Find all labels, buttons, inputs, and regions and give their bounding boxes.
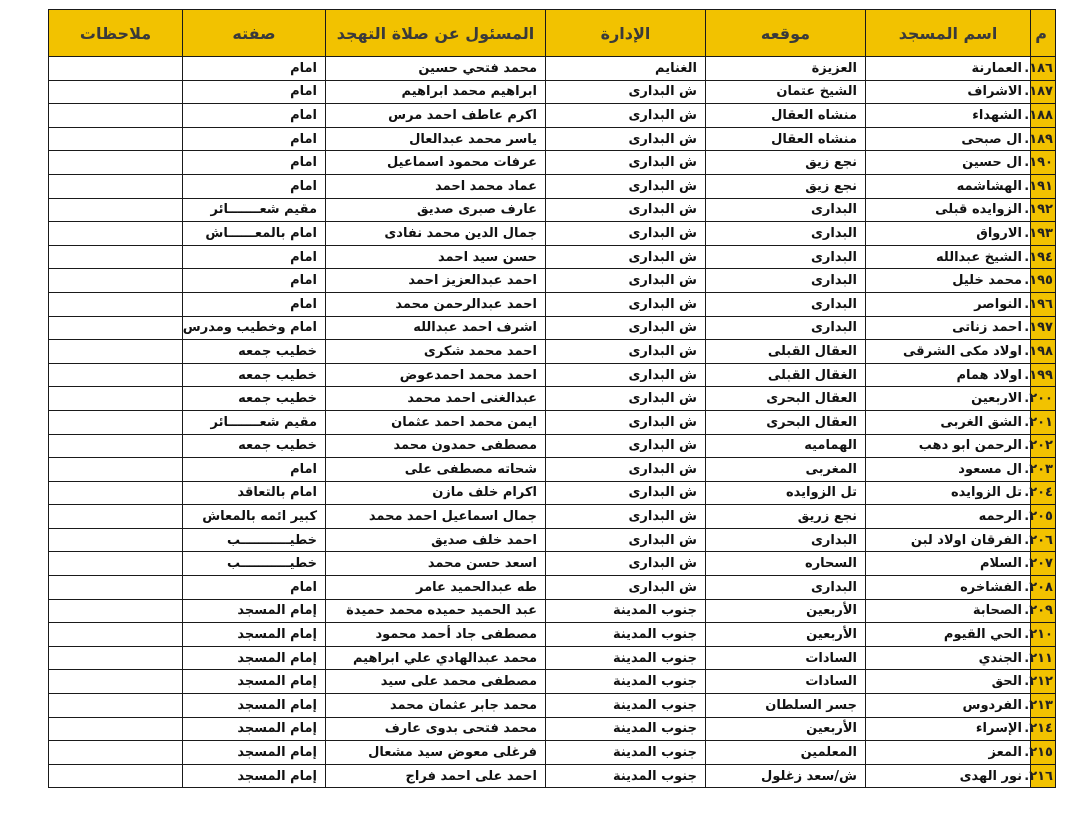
header-location: موقعه [706,10,866,57]
administration-cell: ش البدارى [546,80,706,104]
row-number: ١٩٨. [1031,340,1056,364]
responsible-cell: اسعد حسن محمد [326,552,546,576]
notes-cell [49,646,183,670]
responsible-cell: اشرف احمد عبدالله [326,316,546,340]
row-number: ٢٠٤. [1031,481,1056,505]
administration-cell: ش البدارى [546,245,706,269]
notes-cell [49,151,183,175]
responsible-cell: عماد محمد احمد [326,174,546,198]
notes-cell [49,458,183,482]
location-cell: الغقال القبلى [706,363,866,387]
location-cell: البدارى [706,292,866,316]
role-cell: خطيـــــــــــب [183,552,326,576]
table-row [49,340,1056,364]
mosque-name-cell: الفردوس [866,694,1031,718]
mosque-name-cell: النواصر [866,292,1031,316]
role-cell: امام [183,458,326,482]
role-cell: خطيـــــــــــب [183,528,326,552]
table-row [49,316,1056,340]
table-row [49,623,1056,647]
location-cell: السادات [706,646,866,670]
row-number: ٢٠٣. [1031,458,1056,482]
mosque-name-cell: السلام [866,552,1031,576]
location-cell: الشيخ عتمان [706,80,866,104]
location-cell: تل الزوايده [706,481,866,505]
table-row [49,764,1056,788]
row-number: ٢١٢. [1031,670,1056,694]
role-cell: إمام المسجد [183,646,326,670]
role-cell: إمام المسجد [183,623,326,647]
mosque-name-cell: تل الزوايده [866,481,1031,505]
row-number: ١٨٩. [1031,127,1056,151]
table-row [49,717,1056,741]
responsible-cell: احمد عبدالعزيز احمد [326,269,546,293]
mosque-name-cell: الحق [866,670,1031,694]
responsible-cell: احمد عبدالرحمن محمد [326,292,546,316]
mosque-name-cell: الفشاخره [866,576,1031,600]
row-number: ١٩٤. [1031,245,1056,269]
responsible-cell: عبدالغنى احمد محمد [326,387,546,411]
mosque-name-cell: الشيخ عبدالله [866,245,1031,269]
administration-cell: ش البدارى [546,410,706,434]
location-cell: البدارى [706,198,866,222]
location-cell: البدارى [706,316,866,340]
location-cell: المعلمين [706,741,866,765]
row-number: ٢١٣. [1031,694,1056,718]
responsible-cell: محمد فتحى بدوى عارف [326,717,546,741]
responsible-cell: احمد خلف صديق [326,528,546,552]
notes-cell [49,623,183,647]
role-cell: إمام المسجد [183,670,326,694]
role-cell: خطيب جمعه [183,363,326,387]
mosque-name-cell: ال حسين [866,151,1031,175]
administration-cell: جنوب المدينة [546,623,706,647]
administration-cell: ش البدارى [546,222,706,246]
responsible-cell: مصطفى محمد على سيد [326,670,546,694]
role-cell: إمام المسجد [183,599,326,623]
row-number: ٢٠٠. [1031,387,1056,411]
notes-cell [49,694,183,718]
table-row [49,552,1056,576]
location-cell: البدارى [706,269,866,293]
row-number: ٢١٥. [1031,741,1056,765]
responsible-cell: احمد على احمد فراج [326,764,546,788]
administration-cell: ش البدارى [546,505,706,529]
mosque-name-cell: الصحابة [866,599,1031,623]
mosque-name-cell: الجندي [866,646,1031,670]
location-cell: المغربى [706,458,866,482]
mosque-name-cell: ال مسعود [866,458,1031,482]
mosque-name-cell: الإسراء [866,717,1031,741]
mosque-name-cell: الفرقان اولاد لبن [866,528,1031,552]
notes-cell [49,269,183,293]
row-number: ١٩٠. [1031,151,1056,175]
role-cell: امام بالمعــــــاش [183,222,326,246]
row-number: ١٩٩. [1031,363,1056,387]
row-number: ١٩٥. [1031,269,1056,293]
row-number: ٢١٤. [1031,717,1056,741]
responsible-cell: اكرام خلف مازن [326,481,546,505]
location-cell: البدارى [706,222,866,246]
row-number: ٢٠٦. [1031,528,1056,552]
role-cell: كبير ائمه بالمعاش [183,505,326,529]
role-cell: امام بالتعاقد [183,481,326,505]
role-cell: إمام المسجد [183,741,326,765]
mosque-name-cell: الرحمن ابو دهب [866,434,1031,458]
administration-cell: جنوب المدينة [546,599,706,623]
role-cell: إمام المسجد [183,694,326,718]
row-number: ٢٠١. [1031,410,1056,434]
mosque-name-cell: احمد زناتى [866,316,1031,340]
notes-cell [49,599,183,623]
administration-cell: ش البدارى [546,127,706,151]
role-cell: امام [183,269,326,293]
table-row [49,670,1056,694]
administration-cell: ش البدارى [546,434,706,458]
table-row [49,80,1056,104]
table-row [49,292,1056,316]
role-cell: مقيم شعـــــــائر [183,198,326,222]
location-cell: نجع زريق [706,505,866,529]
notes-cell [49,174,183,198]
location-cell: الهماميه [706,434,866,458]
row-number: ٢٠٨. [1031,576,1056,600]
role-cell: امام [183,292,326,316]
role-cell: إمام المسجد [183,764,326,788]
table-row [49,576,1056,600]
header-administration: الإدارة [546,10,706,57]
role-cell: امام [183,576,326,600]
administration-cell: ش البدارى [546,151,706,175]
administration-cell: جنوب المدينة [546,741,706,765]
location-cell: الأربعين [706,717,866,741]
role-cell: امام [183,104,326,128]
row-number: ١٨٦. [1031,57,1056,81]
notes-cell [49,528,183,552]
row-number: ١٨٨. [1031,104,1056,128]
responsible-cell: جمال اسماعيل احمد محمد [326,505,546,529]
responsible-cell: عبد الحميد حميده محمد حميدة [326,599,546,623]
mosque-name-cell: الارواق [866,222,1031,246]
table-row [49,410,1056,434]
notes-cell [49,245,183,269]
responsible-cell: مصطفى حمدون محمد [326,434,546,458]
table-row [49,151,1056,175]
location-cell: منشاه العقال [706,104,866,128]
header-responsible: المسئول عن صلاة التهجد [326,10,546,57]
row-number: ٢٠٢. [1031,434,1056,458]
notes-cell [49,410,183,434]
mosque-name-cell: اولاد همام [866,363,1031,387]
administration-cell: الغنايم [546,57,706,81]
header-notes: ملاحظات [49,10,183,57]
location-cell: منشاه العقال [706,127,866,151]
mosque-table [48,9,1056,788]
mosque-name-cell: الحي القيوم [866,623,1031,647]
role-cell: امام [183,245,326,269]
notes-cell [49,57,183,81]
location-cell: الأربعين [706,599,866,623]
table-row [49,481,1056,505]
mosque-name-cell: الاربعين [866,387,1031,411]
responsible-cell: عارف صبرى صديق [326,198,546,222]
role-cell: امام وخطيب ومدرس [183,316,326,340]
row-number: ١٩٢. [1031,198,1056,222]
mosque-name-cell: اولاد مكى الشرقى [866,340,1031,364]
mosque-name-cell: المعز [866,741,1031,765]
mosque-name-cell: العمارنة [866,57,1031,81]
row-number: ٢٠٩. [1031,599,1056,623]
table-row [49,528,1056,552]
administration-cell: ش البدارى [546,269,706,293]
notes-cell [49,222,183,246]
mosque-table-sheet [49,9,1056,788]
notes-cell [49,316,183,340]
role-cell: امام [183,174,326,198]
location-cell: البدارى [706,576,866,600]
notes-cell [49,104,183,128]
notes-cell [49,741,183,765]
responsible-cell: مصطفى جاد أحمد محمود [326,623,546,647]
responsible-cell: محمد فتحي حسين [326,57,546,81]
mosque-name-cell: الاشراف [866,80,1031,104]
notes-cell [49,552,183,576]
notes-cell [49,292,183,316]
location-cell: جسر السلطان [706,694,866,718]
notes-cell [49,481,183,505]
row-number: ٢١٦. [1031,764,1056,788]
table-row [49,174,1056,198]
table-row [49,741,1056,765]
notes-cell [49,363,183,387]
table-row [49,387,1056,411]
header-role: صفته [183,10,326,57]
responsible-cell: شحاته مصطفى على [326,458,546,482]
notes-cell [49,198,183,222]
table-row [49,694,1056,718]
notes-cell [49,80,183,104]
row-number: ١٨٧. [1031,80,1056,104]
responsible-cell: احمد محمد احمدعوض [326,363,546,387]
role-cell: خطيب جمعه [183,387,326,411]
notes-cell [49,717,183,741]
location-cell: العقال البحرى [706,387,866,411]
table-header [49,10,1056,57]
role-cell: امام [183,151,326,175]
administration-cell: جنوب المدينة [546,764,706,788]
header-num: م [1031,10,1056,57]
mosque-name-cell: الشق الغربى [866,410,1031,434]
mosque-name-cell: ال صبحى [866,127,1031,151]
header-mosque-name: اسم المسجد [866,10,1031,57]
table-row [49,505,1056,529]
responsible-cell: ايمن محمد احمد عثمان [326,410,546,434]
role-cell: امام [183,57,326,81]
administration-cell: ش البدارى [546,576,706,600]
header-row [49,10,1056,57]
location-cell: السادات [706,670,866,694]
row-number: ٢١٠. [1031,623,1056,647]
administration-cell: ش البدارى [546,292,706,316]
table-row [49,599,1056,623]
responsible-cell: حسن سيد احمد [326,245,546,269]
mosque-name-cell: الزوايده قبلى [866,198,1031,222]
responsible-cell: محمد جابر عثمان محمد [326,694,546,718]
table-row [49,269,1056,293]
notes-cell [49,670,183,694]
table-row [49,57,1056,81]
mosque-name-cell: نور الهدى [866,764,1031,788]
row-number: ٢١١. [1031,646,1056,670]
mosque-name-cell: الرحمه [866,505,1031,529]
notes-cell [49,434,183,458]
responsible-cell: اكرم عاطف احمد مرس [326,104,546,128]
location-cell: الأربعين [706,623,866,647]
row-number: ٢٠٥. [1031,505,1056,529]
role-cell: امام [183,127,326,151]
location-cell: العزيزة [706,57,866,81]
row-number: ١٩٣. [1031,222,1056,246]
responsible-cell: عرفات محمود اسماعيل [326,151,546,175]
location-cell: نجع زيق [706,151,866,175]
location-cell: ش/سعد زغلول [706,764,866,788]
administration-cell: جنوب المدينة [546,717,706,741]
role-cell: إمام المسجد [183,717,326,741]
mosque-name-cell: الشهداء [866,104,1031,128]
administration-cell: ش البدارى [546,340,706,364]
administration-cell: ش البدارى [546,552,706,576]
administration-cell: ش البدارى [546,198,706,222]
responsible-cell: ياسر محمد عبدالعال [326,127,546,151]
responsible-cell: محمد عبدالهادي علي ابراهيم [326,646,546,670]
table-row [49,434,1056,458]
notes-cell [49,764,183,788]
administration-cell: ش البدارى [546,528,706,552]
notes-cell [49,576,183,600]
administration-cell: ش البدارى [546,174,706,198]
notes-cell [49,505,183,529]
table-row [49,222,1056,246]
administration-cell: جنوب المدينة [546,670,706,694]
responsible-cell: جمال الدين محمد نفادى [326,222,546,246]
table-row [49,127,1056,151]
mosque-name-cell: محمد خليل [866,269,1031,293]
role-cell: مقيم شعـــــــائر [183,410,326,434]
location-cell: العقال البحرى [706,410,866,434]
responsible-cell: فرغلى معوض سيد مشعال [326,741,546,765]
location-cell: البدارى [706,528,866,552]
location-cell: العقال القبلى [706,340,866,364]
location-cell: البدارى [706,245,866,269]
table-row [49,245,1056,269]
location-cell: نجع زيق [706,174,866,198]
administration-cell: ش البدارى [546,387,706,411]
responsible-cell: احمد محمد شكرى [326,340,546,364]
administration-cell: ش البدارى [546,363,706,387]
notes-cell [49,127,183,151]
row-number: ١٩٧. [1031,316,1056,340]
row-number: ١٩٦. [1031,292,1056,316]
administration-cell: جنوب المدينة [546,646,706,670]
row-number: ١٩١. [1031,174,1056,198]
row-number: ٢٠٧. [1031,552,1056,576]
administration-cell: ش البدارى [546,316,706,340]
role-cell: خطيب جمعه [183,434,326,458]
table-row [49,363,1056,387]
responsible-cell: ابراهيم محمد ابراهيم [326,80,546,104]
mosque-name-cell: الهشاشمه [866,174,1031,198]
table-row [49,458,1056,482]
administration-cell: ش البدارى [546,104,706,128]
location-cell: السحاره [706,552,866,576]
table-row [49,198,1056,222]
administration-cell: جنوب المدينة [546,694,706,718]
administration-cell: ش البدارى [546,481,706,505]
notes-cell [49,340,183,364]
role-cell: خطيب جمعه [183,340,326,364]
responsible-cell: طه عبدالحميد عامر [326,576,546,600]
role-cell: امام [183,80,326,104]
table-body [49,57,1056,788]
administration-cell: ش البدارى [546,458,706,482]
table-row [49,646,1056,670]
table-row [49,104,1056,128]
notes-cell [49,387,183,411]
